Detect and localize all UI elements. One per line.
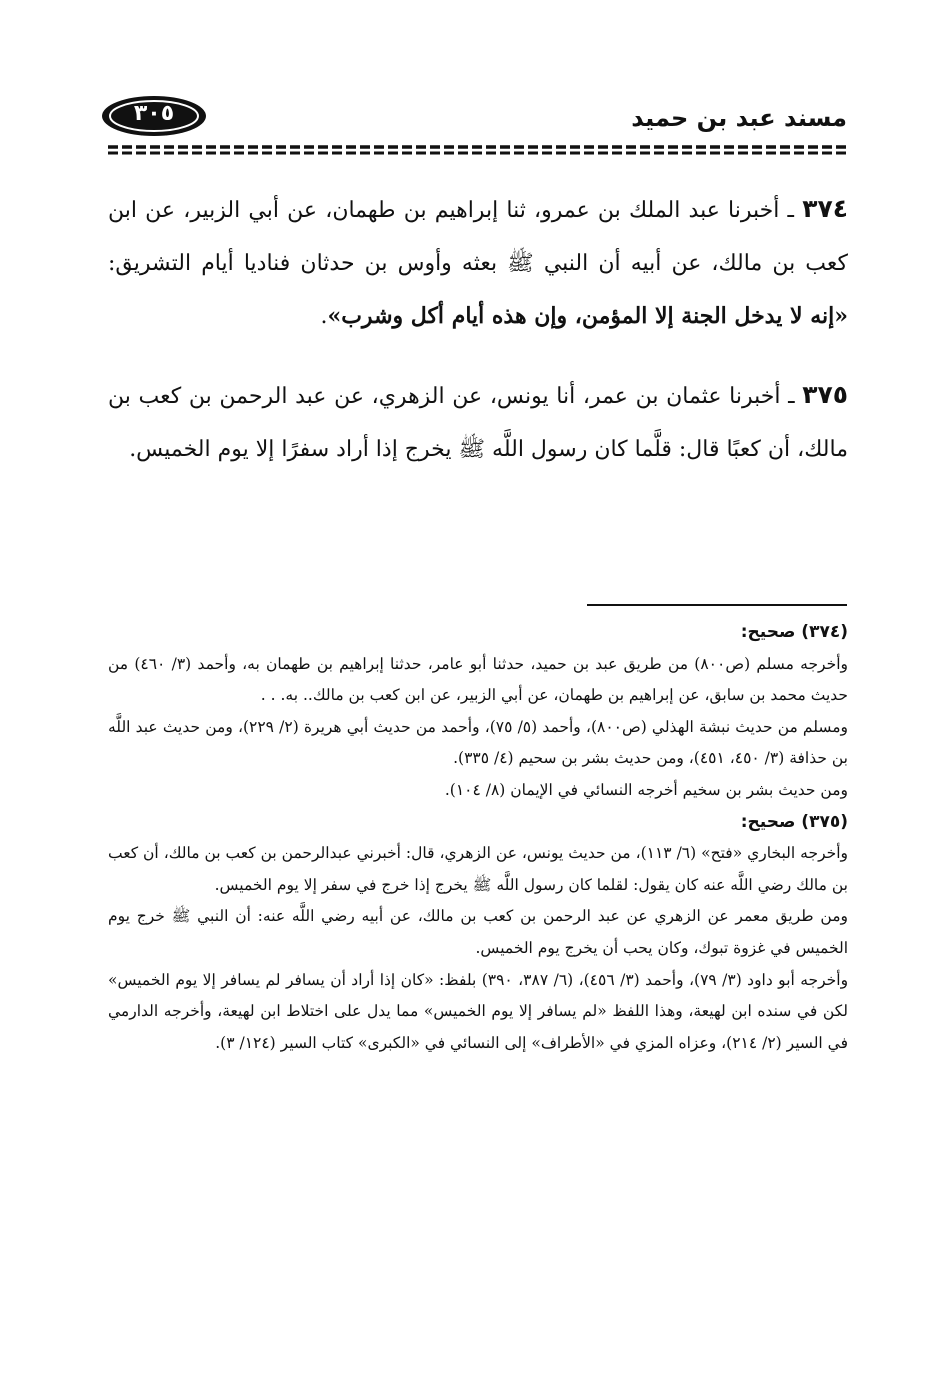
hadith-text: ـ أخبرنا عثمان بن عمر، أنا يونس، عن الزهري، عن عبد الرحمن بن كعب بن مالك، أن كعبًا قال: قلَّما كان رسول اللَّه ﷺ يخرج إذا أراد سفرًا إلا يوم الخميس. [108,384,848,462]
footnote-paragraph: ومن حديث بشر بن سخيم أخرجه النسائي في الإيمان (٨/ ١٠٤). [444,780,848,799]
footnote-paragraph: وأخرجه مسلم (ص٨٠٠) من طريق عبد بن حميد، حدثنا أبو عامر، حدثنا إبراهيم بن طهمان به، وأحمد (٣/ ٤٦٠) من حديث محمد بن سابق، عن إبراهيم بن طهمان، عن أبي الزبير، عن ابن كعب بن مالك.. به. . . [108,654,848,705]
hadith-quote: «إنه لا يدخل الجنة إلا المؤمن، وإن هذه أيام أكل وشرب» [327,303,848,329]
page-header [95,92,847,144]
footnote-heading-374: (٣٧٤) صحيح: [740,622,848,642]
hadith-375 [108,368,848,476]
page-number-badge [100,94,208,138]
hadith-end: . [320,304,328,329]
hadith-374 [108,182,848,343]
footnotes [108,617,848,1059]
header-divider [108,143,848,157]
footnote-paragraph: ومسلم من حديث نبشة الهذلي (ص٨٠٠)، وأحمد (٥/ ٧٥)، وأحمد من حديث أبي هريرة (٢/ ٢٢٩)، ومن حديث عبد اللَّه بن حذافة (٣/ ٤٥٠، ٤٥١)، ومن حديث بشر بن سحيم (٤/ ٣٣٥). [108,717,848,768]
hadith-text: ـ أخبرنا عبد الملك بن عمرو، ثنا إبراهيم بن طهمان، عن أبي الزبير، عن ابن كعب بن مالك، عن أبيه أن النبي ﷺ بعثه وأوس بن حدثان فناديا أيام التشريق: [108,198,848,276]
running-title: مسند عبد بن حميد [631,104,847,132]
main-text [108,182,848,476]
page-number: ٣٠٥ [133,101,175,126]
footnote-paragraph: ومن طريق معمر عن الزهري عن عبد الرحمن بن كعب بن مالك، عن أبيه رضي اللَّه عنه: أن النبي ﷺ خرج يوم الخميس في غزوة تبوك، وكان يحب أن يخرج يوم الخميس. [108,907,848,957]
hadith-number: ٣٧٤ [802,194,848,223]
footnote-paragraph: وأخرجه البخاري «فتح» (٦/ ١١٣)، من حديث يونس، عن الزهري، قال: أخبرني عبدالرحمن بن كعب بن مالك، أن كعب بن مالك رضي اللَّه عنه كان يقول: لقلما كان رسول اللَّه ﷺ يخرج إذا خرج في سفر إلا يوم الخميس. [108,844,848,894]
footnote-paragraph: وأخرجه أبو داود (٣/ ٧٩)، وأحمد (٣/ ٤٥٦)، (٦/ ٣٨٧، ٣٩٠) بلفظ: «كان إذا أراد أن يسافر لم يسافر إلا يوم الخميس» لكن في سنده ابن لهيعة، وهذا اللفظ «لم يسافر إلا يوم الخميس» مما يدل على اختلاط ابن لهيعة، وأخرجه الدارمي في السير (٢/ ٢١٤)، وعزاه المزي في «الأطراف» إلى النسائي في «الكبرى» كتاب السير (١٢٤/ ٣). [108,970,849,1052]
hadith-number: ٣٧٥ [802,380,849,409]
footnote-separator [587,604,847,606]
footnote-heading-375: (٣٧٥) صحيح: [740,811,848,832]
